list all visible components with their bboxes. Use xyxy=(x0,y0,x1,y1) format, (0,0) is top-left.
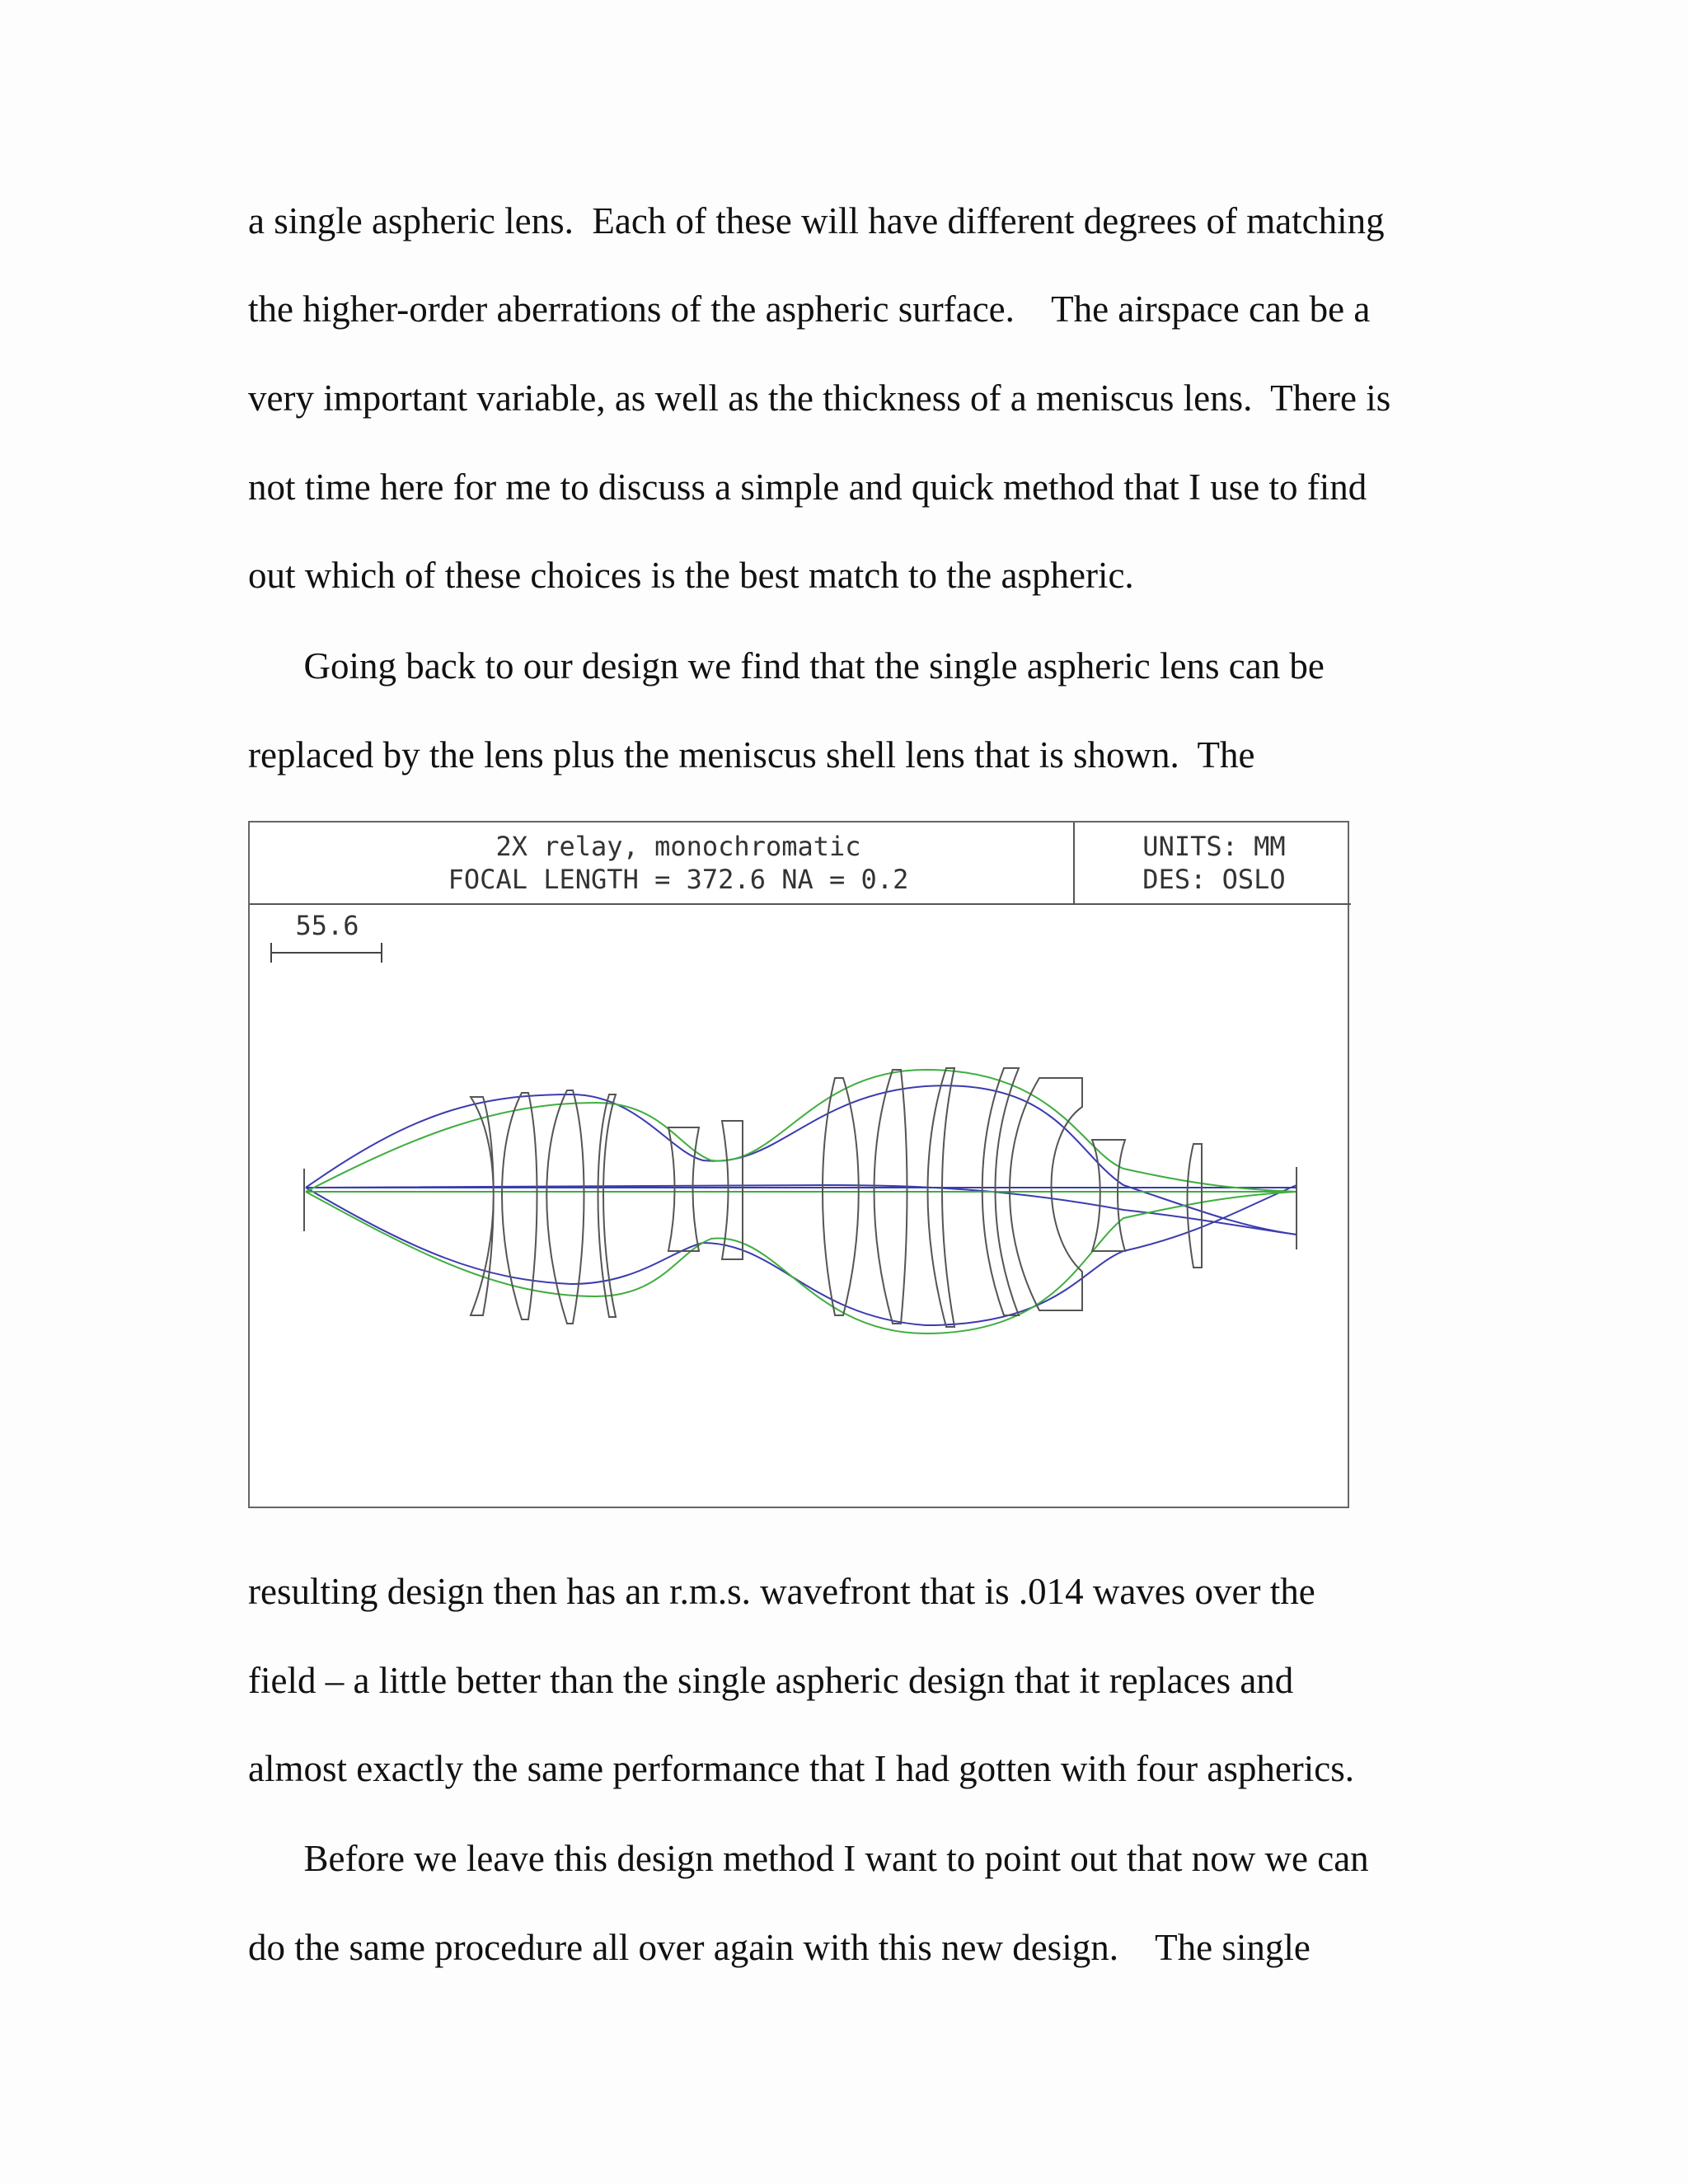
text-line-3: very important variable, as well as the thickness of a meniscus lens. There is xyxy=(248,377,1391,419)
text-line-5: out which of these choices is the best match to the aspheric. xyxy=(248,555,1134,596)
figure-units: UNITS: MM xyxy=(1142,831,1286,862)
scale-label: 55.6 xyxy=(295,910,359,941)
lens-drawing xyxy=(250,823,1351,1510)
lens-elements xyxy=(471,1068,1202,1327)
text-line-2: the higher-order aberrations of the aspheric surface. The airspace can be a xyxy=(248,288,1371,330)
text-line-1: a single aspheric lens. Each of these will have different degrees of matching xyxy=(248,200,1385,241)
scale-bar xyxy=(271,943,382,963)
text-line-8: resulting design then has an r.m.s. wavefront that is .014 waves over the xyxy=(248,1571,1315,1612)
text-line-6: Going back to our design we find that the single aspheric lens can be xyxy=(248,645,1325,687)
figure-focal-length: FOCAL LENGTH = 372.6 NA = 0.2 xyxy=(448,864,909,895)
ray-bundle-blue xyxy=(306,1085,1296,1325)
text-line-7: replaced by the lens plus the meniscus shell lens that is shown. The xyxy=(248,734,1255,776)
text-line-10: almost exactly the same performance that I had gotten with four aspherics. xyxy=(248,1748,1355,1789)
lens-layout-figure xyxy=(248,821,1349,1508)
text-line-12: do the same procedure all over again with this new design. The single xyxy=(248,1927,1311,1968)
text-line-9: field – a little better than the single aspheric design that it replaces and xyxy=(248,1660,1294,1701)
text-line-4: not time here for me to discuss a simple and quick method that I use to find xyxy=(248,466,1367,508)
text-line-11: Before we leave this design method I want to point out that now we can xyxy=(248,1838,1369,1879)
figure-designer: DES: OSLO xyxy=(1142,864,1286,895)
figure-title: 2X relay, monochromatic xyxy=(495,831,861,862)
